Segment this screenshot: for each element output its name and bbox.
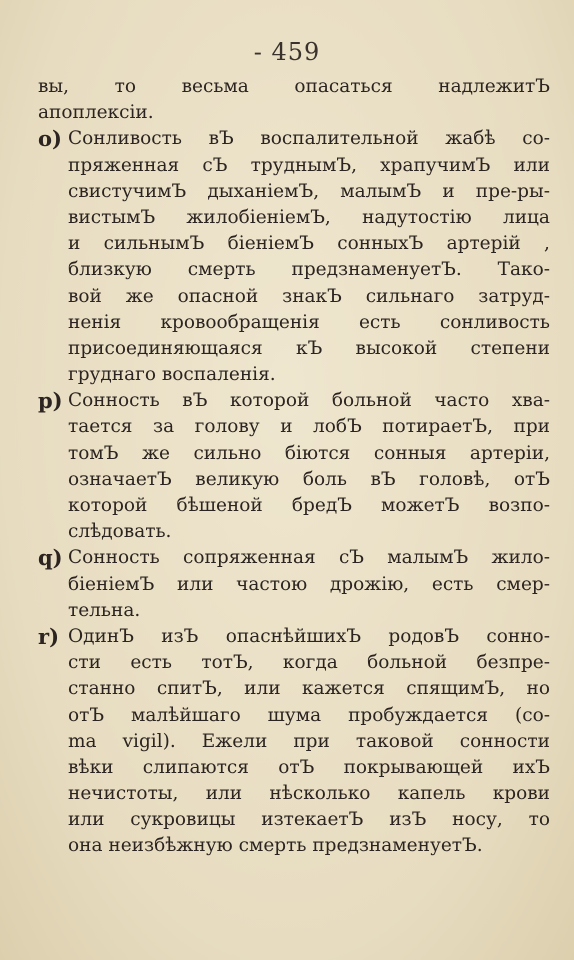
line-text: пряженная сЪ труднымЪ, храпучимЪ или <box>68 154 550 176</box>
text-line <box>38 179 550 205</box>
text-line <box>38 624 550 650</box>
paragraph-marker: q) <box>38 545 63 571</box>
text-line <box>38 729 550 755</box>
line-text: томЪ же сильно біются сонныя артеріи, <box>68 442 550 464</box>
text-line <box>38 126 550 152</box>
text-line <box>38 231 550 257</box>
line-text: Сонливость вЪ воспалительной жабѣ со- <box>68 128 550 150</box>
text-line <box>38 833 550 859</box>
paragraph-marker: p) <box>38 388 63 414</box>
page-text <box>38 74 550 860</box>
line-text: присоединяющаяся кЪ высокой степени <box>68 337 550 359</box>
line-text: ненія кровообращенія есть сонливость <box>68 311 550 333</box>
line-text: вистымЪ жилобіеніемЪ, надутостію лица <box>68 206 550 228</box>
text-line <box>38 545 550 571</box>
line-text: біеніемЪ или частою дрожію, есть смер- <box>68 573 550 595</box>
text-line <box>38 336 550 362</box>
line-text: апоплексіи. <box>38 102 154 124</box>
text-line <box>38 467 550 493</box>
text-line <box>38 100 550 126</box>
line-text: близкую смерть предзнаменуетЪ. Тако- <box>68 259 550 281</box>
line-text: вѣки слипаются отЪ покрывающей ихЪ <box>68 756 550 778</box>
text-line <box>38 572 550 598</box>
text-line <box>38 493 550 519</box>
paragraph-marker: o) <box>38 126 62 152</box>
text-line <box>38 441 550 467</box>
text-line <box>38 703 550 729</box>
text-line <box>38 205 550 231</box>
text-line <box>38 362 550 388</box>
text-line <box>38 74 550 100</box>
line-text: Сонность сопряженная сЪ малымЪ жило- <box>68 547 550 569</box>
text-line <box>38 257 550 283</box>
paragraph <box>38 74 550 126</box>
line-text: груднаго воспаленія. <box>68 364 276 386</box>
line-text: нечистоты, или нѣсколько капель крови <box>68 783 550 805</box>
text-line <box>38 755 550 781</box>
text-line <box>38 153 550 179</box>
text-line <box>38 388 550 414</box>
text-line <box>38 807 550 833</box>
text-line <box>38 414 550 440</box>
line-text: означаетЪ великую боль вЪ головѣ, отЪ <box>68 468 550 490</box>
line-text: она неизбѣжную смерть предзнаменуетЪ. <box>68 835 483 857</box>
line-text: которой бѣшеной бредЪ можетЪ возпо- <box>68 495 550 516</box>
page-number: - 459 <box>253 38 321 66</box>
line-text: сти есть тотЪ, когда больной безпре- <box>68 652 550 674</box>
paragraph <box>38 126 550 388</box>
paragraph <box>38 388 550 545</box>
line-text: тельна. <box>68 599 141 621</box>
line-text: вой же опасной знакЪ сильнаго затруд- <box>68 285 550 307</box>
line-text: или сукровицы изтекаетЪ изЪ носу, то <box>68 809 550 831</box>
line-text: вы, то весьма опасаться надлежитЪ <box>38 76 550 97</box>
text-line <box>38 598 550 624</box>
line-text: тается за голову и лобЪ потираетЪ, при <box>68 416 550 438</box>
line-text: и сильнымЪ біеніемЪ сонныхЪ артерій , <box>68 233 550 255</box>
paragraph <box>38 624 550 860</box>
line-text: Сонность вЪ которой больной часто хва- <box>68 390 550 412</box>
text-line <box>38 519 550 545</box>
text-line <box>38 781 550 807</box>
line-text: свистучимЪ дыханіемЪ, малымЪ и пре-ры- <box>68 180 550 202</box>
text-line <box>38 650 550 676</box>
text-line <box>38 284 550 310</box>
line-text: слѣдовать. <box>68 521 172 543</box>
line-text: станно спитЪ, или кажется спящимЪ, но <box>68 678 550 700</box>
line-text: ma vigil). Ежели при таковой сонности <box>68 730 550 752</box>
line-text: ОдинЪ изЪ опаснѣйшихЪ родовЪ сонно- <box>68 625 550 647</box>
text-line <box>38 676 550 702</box>
text-line <box>38 310 550 336</box>
paragraph-marker: r) <box>38 623 59 649</box>
line-text: отЪ малѣйшаго шума пробуждается (co- <box>68 704 550 726</box>
paragraph <box>38 545 550 624</box>
